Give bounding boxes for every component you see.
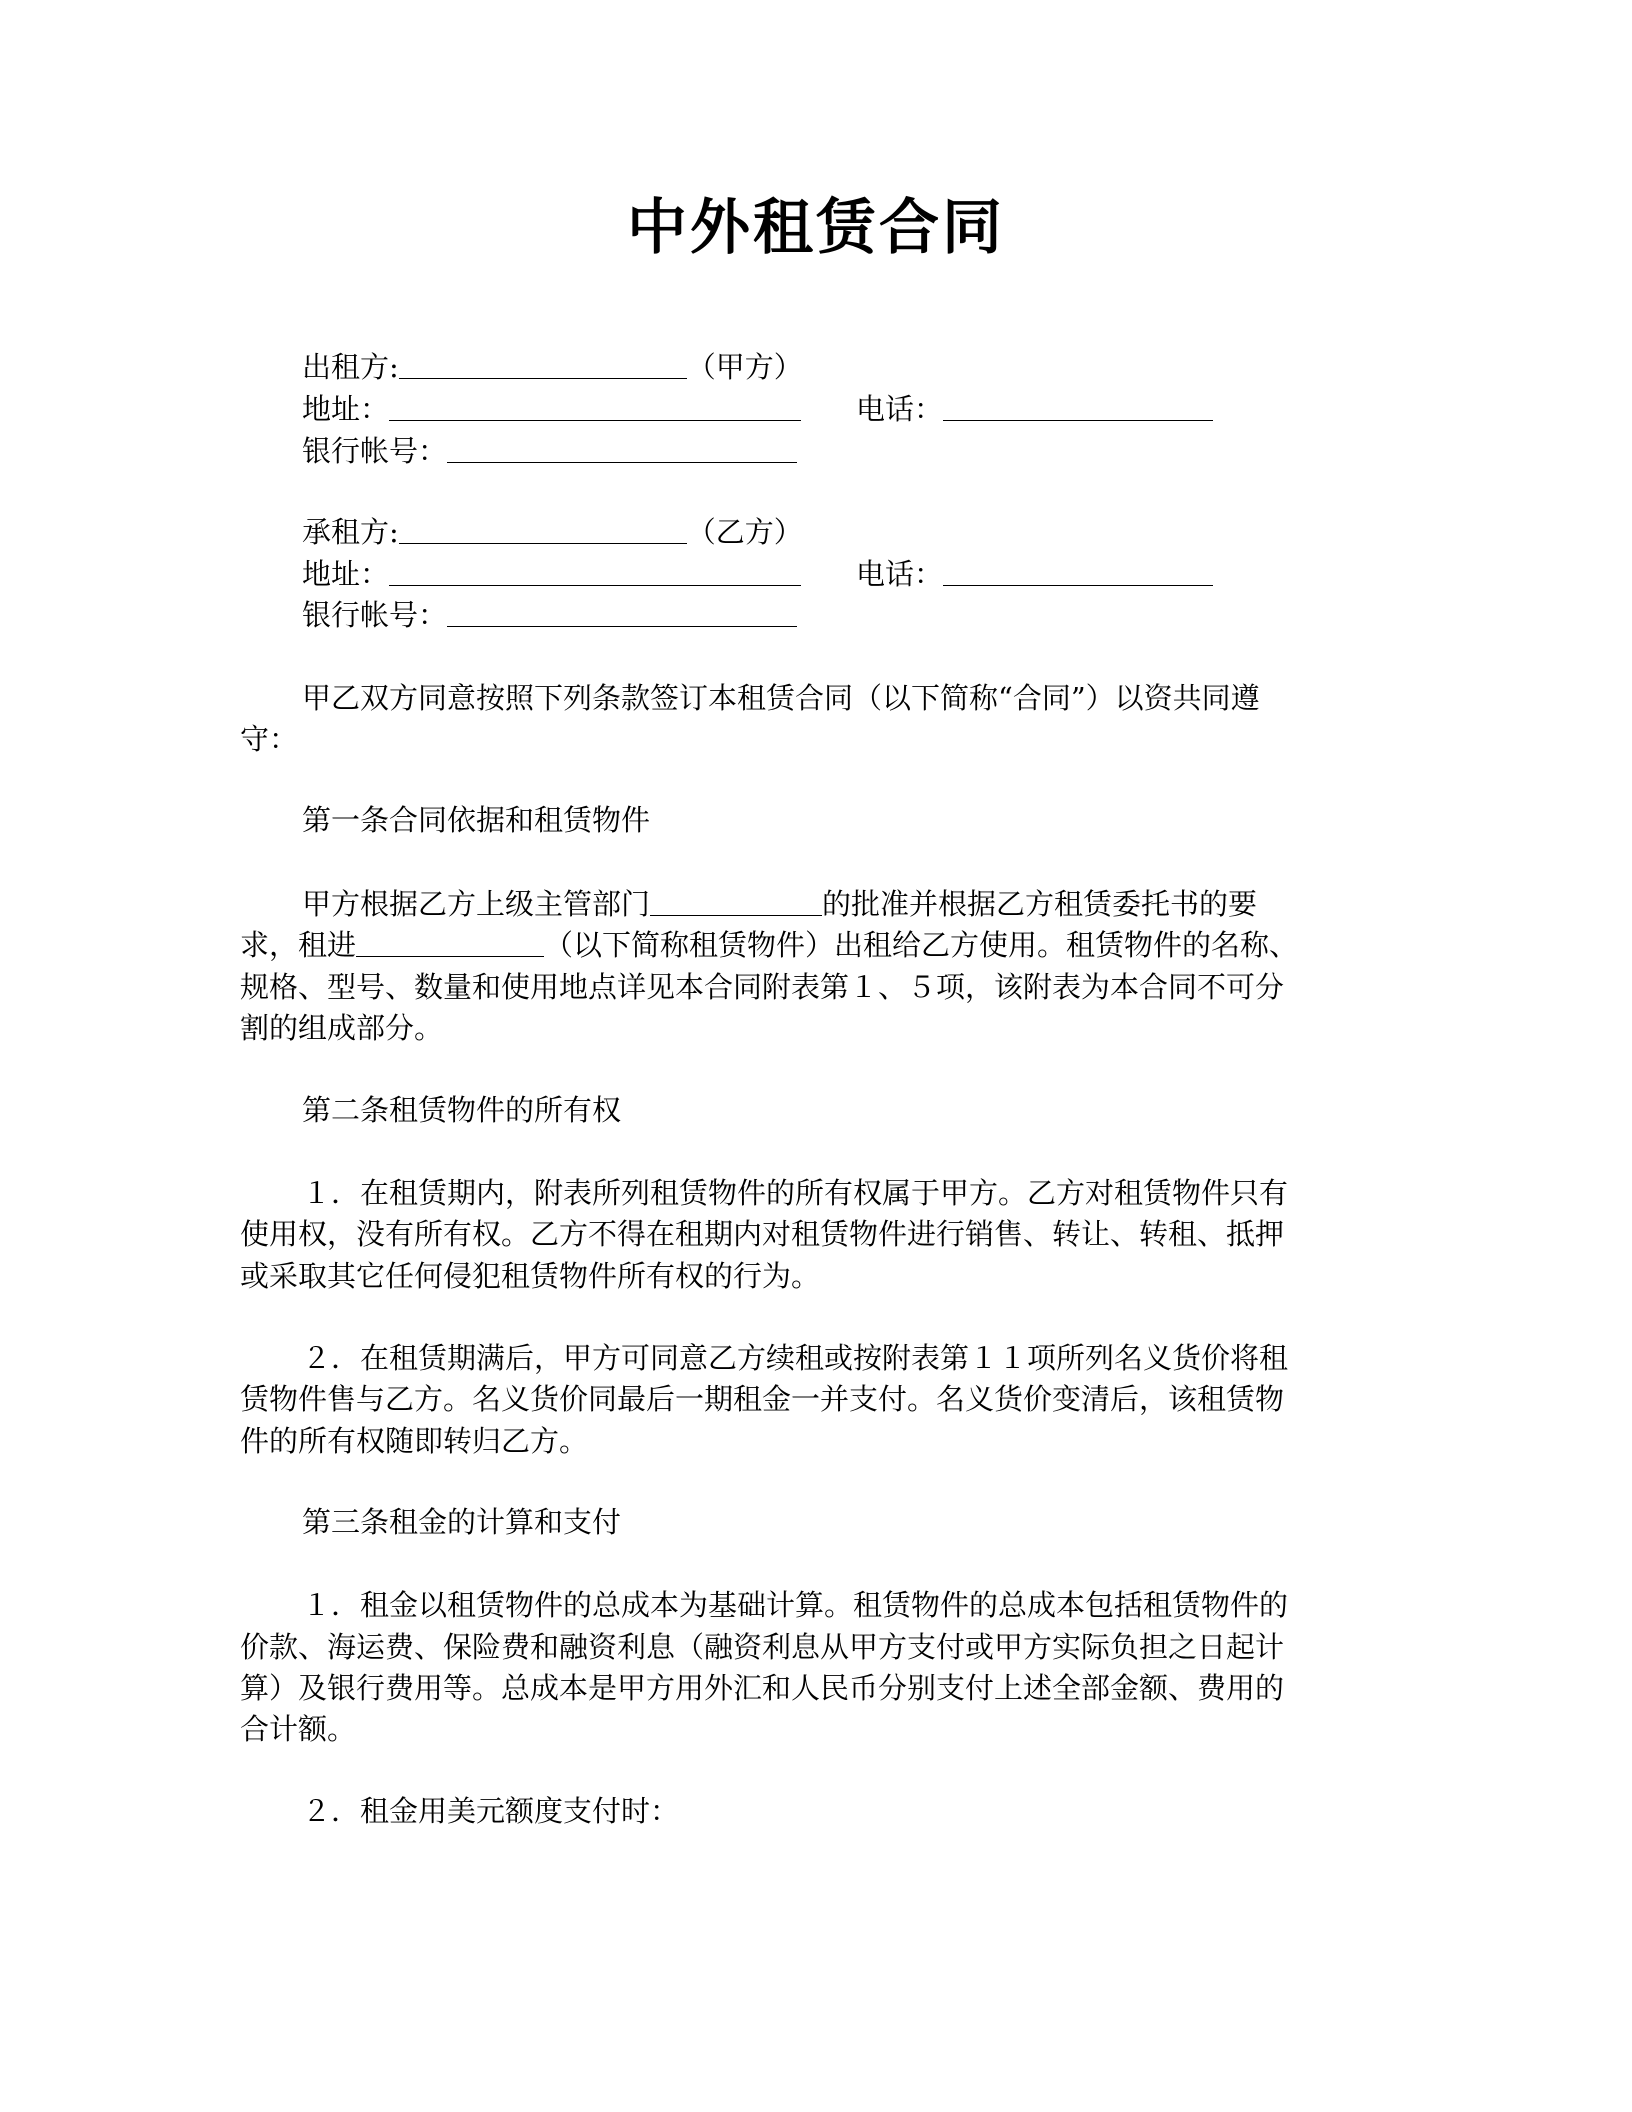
article2-item1-line-2: 使用权，没有所有权。乙方不得在租期内对租赁物件进行销售、转让、转租、抵押 [240,1217,1285,1251]
lessee-phone-label: 电话： [856,557,944,591]
article1-line-1-b: 的批准并根据乙方租赁委托书的要 [822,887,1258,921]
lessee-label: 承租方: [302,515,399,549]
article2-item2-line-2: 赁物件售与乙方。名义货价同最后一期租金一并支付。名义货价变清后，该租赁物 [240,1382,1285,1416]
article1-line-4: 割的组成部分。 [240,1011,444,1045]
lessor-phone-field[interactable] [943,392,1213,421]
lessor-bank-line [302,431,797,472]
lessee-bank-line [302,595,797,636]
lessor-label: 出租方: [302,350,399,384]
document-title: 中外租赁合同 [627,193,1005,263]
lessee-address-field[interactable] [389,557,801,586]
lessee-name-field[interactable] [399,515,687,544]
leased-item-field[interactable] [356,928,544,957]
article1-line-1-a: 甲方根据乙方上级主管部门 [302,887,651,921]
article2-item1-line-3: 或采取其它任何侵犯租赁物件所有权的行为。 [240,1259,821,1293]
article2-item2-line-1: ２．在租赁期满后，甲方可同意乙方续租或按附表第１１项所列名义货价将租 [302,1341,1289,1375]
article1-line-3: 规格、型号、数量和使用地点详见本合同附表第１、５项，该附表为本合同不可分 [240,970,1285,1004]
lessee-address-label: 地址： [302,557,390,591]
lessee-bank-field[interactable] [447,598,797,627]
lessor-address-label: 地址： [302,392,390,426]
article3-heading: 第三条租金的计算和支付 [302,1505,622,1539]
article3-item1-line-4: 合计额。 [240,1712,357,1746]
lessor-bank-field[interactable] [447,434,797,463]
lessor-phone-line [856,389,1213,430]
department-field[interactable] [650,887,822,916]
article3-item2: ２．租金用美元额度支付时： [302,1794,680,1828]
article1-line-1 [302,884,1257,925]
article1-line-2-a: 求，租进 [240,928,357,962]
article1-line-2 [240,925,1298,966]
lessee-phone-field[interactable] [943,557,1213,586]
article3-item1-line-1: １．租金以租赁物件的总成本为基础计算。租赁物件的总成本包括租赁物件的 [302,1588,1289,1622]
lessor-address-line [302,389,801,430]
lessee-address-line [302,554,801,595]
article3-item1-line-2: 价款、海运费、保险费和融资利息（融资利息从甲方支付或甲方实际负担之日起计 [240,1630,1285,1664]
lessor-role: （甲方） [686,350,803,384]
lessor-bank-label: 银行帐号： [302,434,448,468]
lessor-name-field[interactable] [399,350,687,379]
article3-item1-line-3: 算）及银行费用等。总成本是甲方用外汇和人民币分别支付上述全部金额、费用的 [240,1671,1285,1705]
article2-item2-line-3: 件的所有权随即转归乙方。 [240,1424,589,1458]
lessee-role: （乙方） [686,515,803,549]
article2-heading: 第二条租赁物件的所有权 [302,1093,622,1127]
lessee-bank-label: 银行帐号： [302,598,448,632]
lessor-phone-label: 电话： [856,392,944,426]
lessor-address-field[interactable] [389,392,801,421]
intro-line-2: 守： [240,722,299,756]
article2-item1-line-1: １．在租赁期内，附表所列租赁物件的所有权属于甲方。乙方对租赁物件只有 [302,1176,1289,1210]
lessee-line [302,512,803,553]
article1-heading: 第一条合同依据和租赁物件 [302,803,651,837]
lessor-line [302,347,803,388]
article1-line-2-b: （以下简称租赁物件）出租给乙方使用。租赁物件的名称、 [544,928,1299,962]
lessee-phone-line [856,554,1213,595]
intro-line-1: 甲乙双方同意按照下列条款签订本租赁合同（以下简称“合同”）以资共同遵 [302,681,1260,715]
